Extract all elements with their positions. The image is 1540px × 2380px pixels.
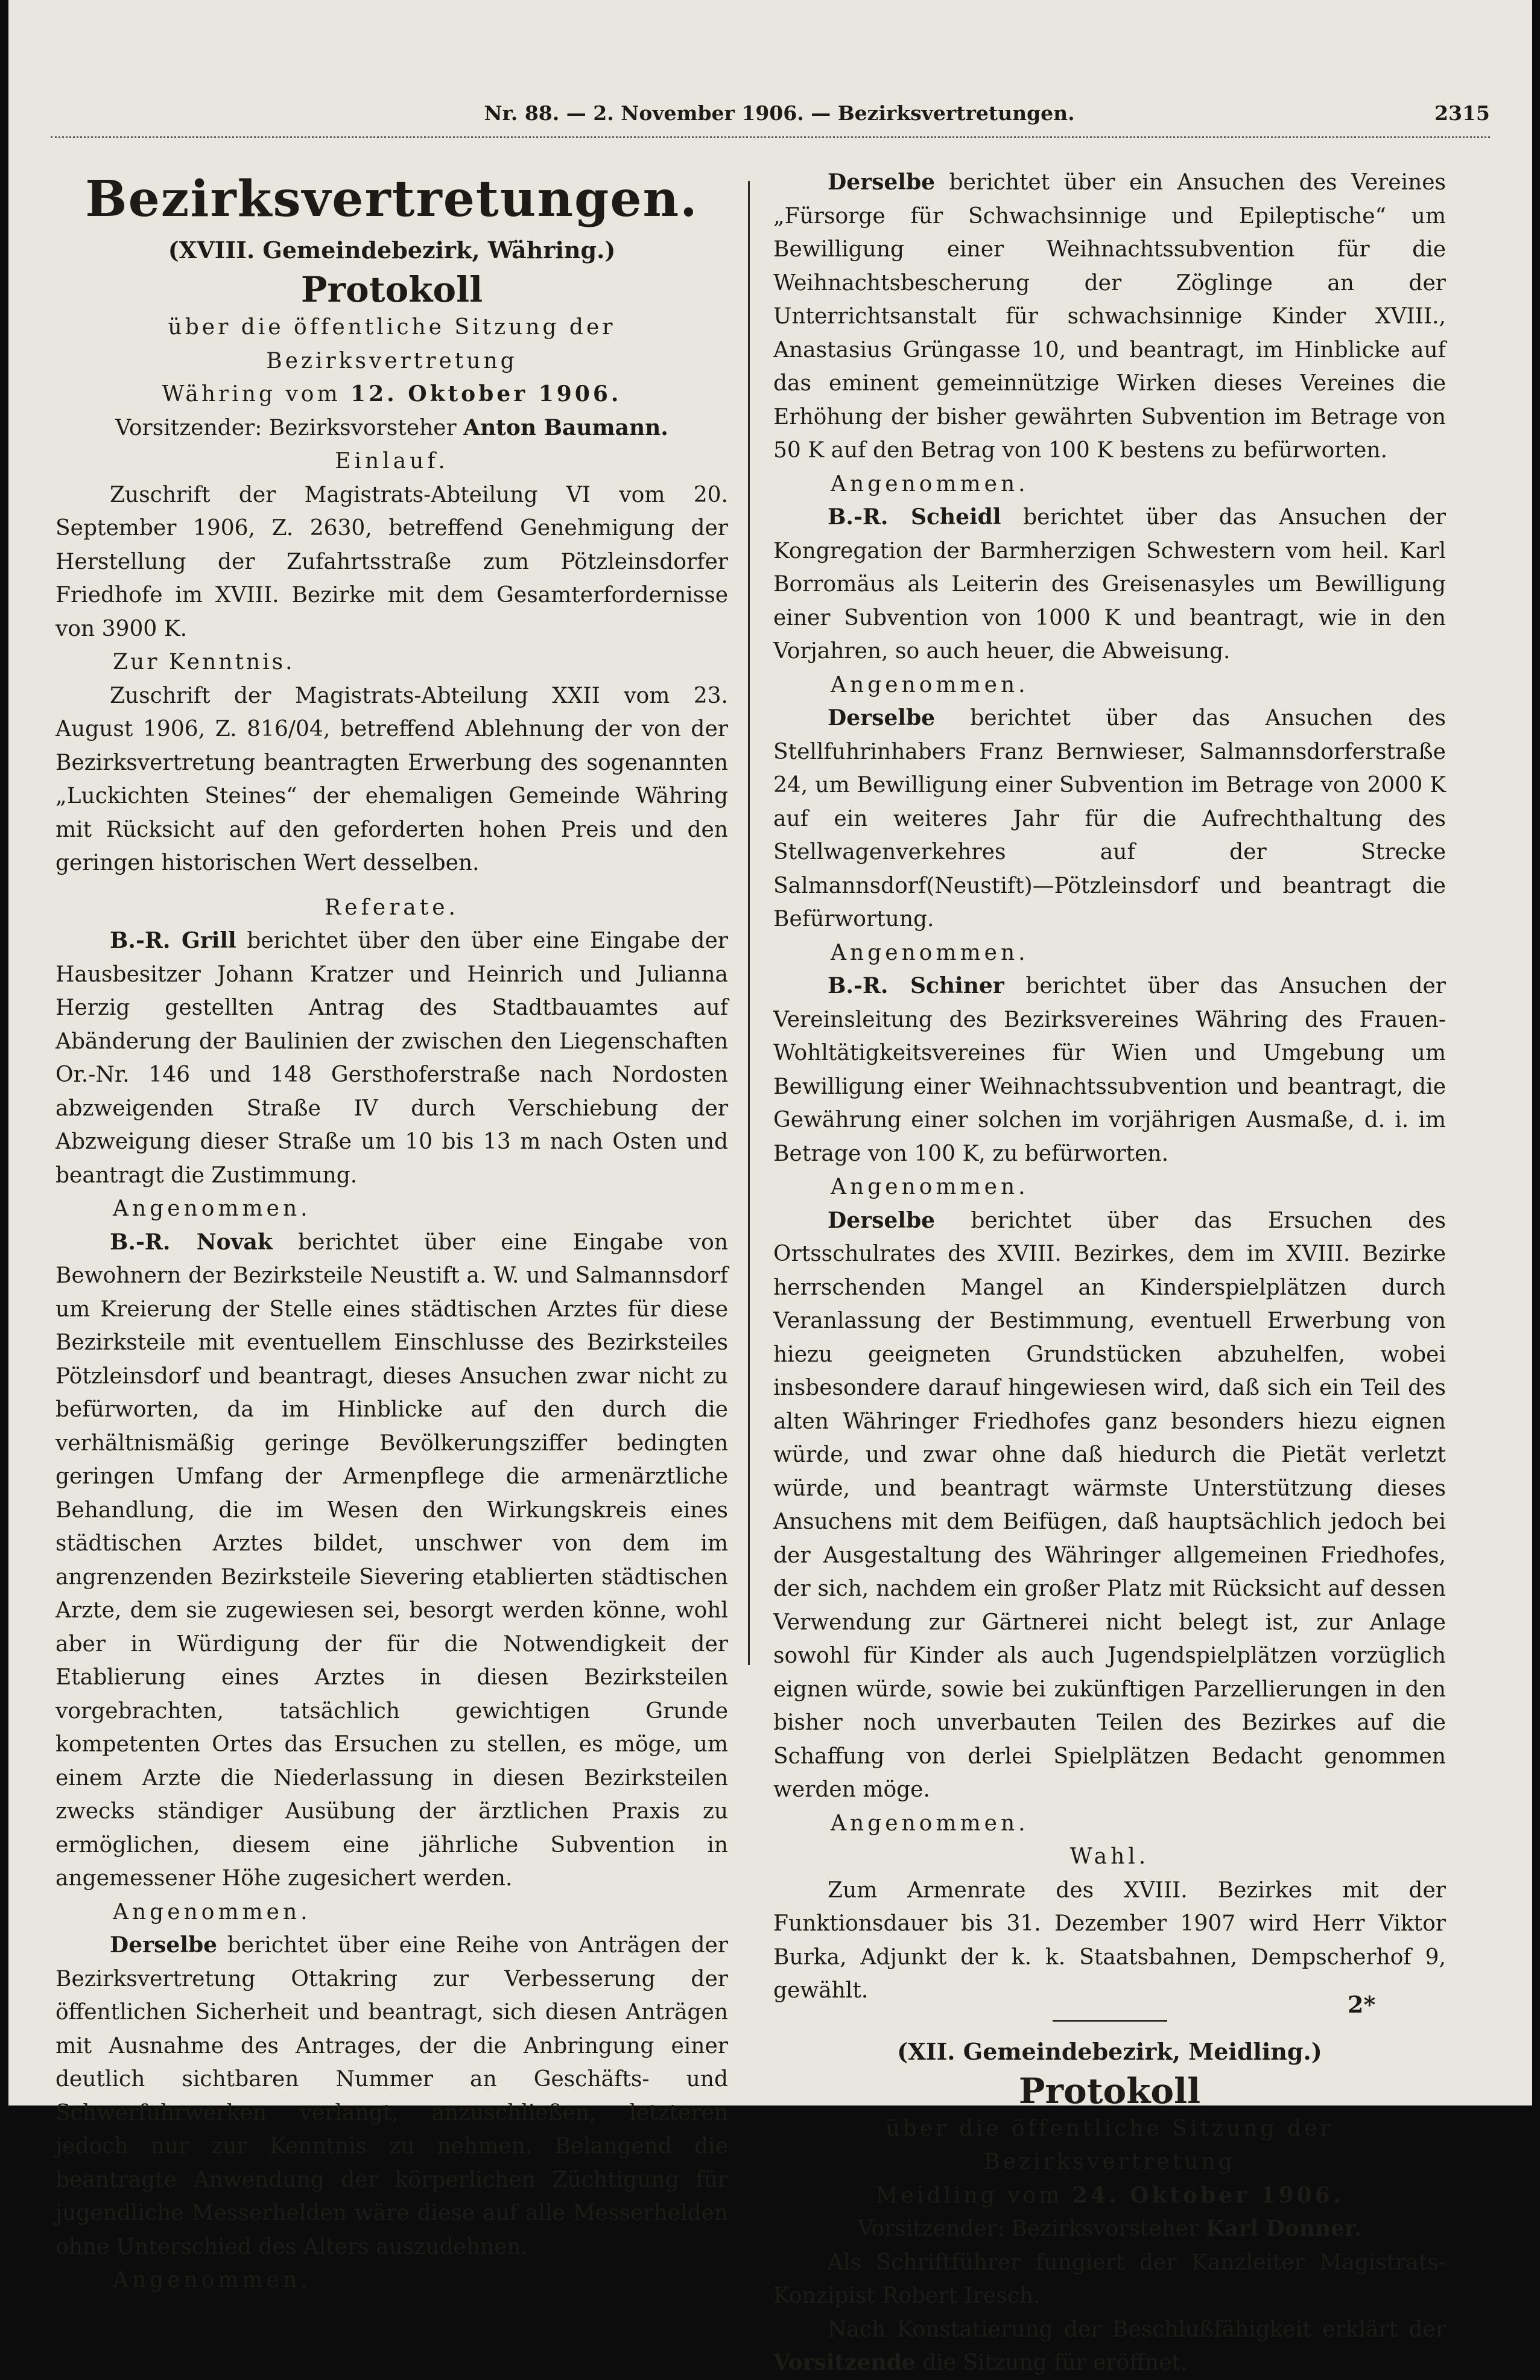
paragraph (773, 702, 1446, 936)
paragraph: Als Schriftführer fungiert der Kanzleiter Magistrats-Konzipist Robert Iresch. (773, 2250, 1446, 2308)
einlauf-heading: Einlauf. (335, 449, 449, 474)
session-date-prefix: Meidling vom (875, 2183, 1073, 2208)
section-rule (1053, 2020, 1167, 2022)
chair-word: Vorsitzende (773, 2350, 916, 2375)
district-heading: (XVIII. Gemeindebezirk, Währing.) (168, 236, 616, 264)
result-line: Angenommen. (831, 672, 1029, 697)
paragraph (55, 924, 728, 1192)
paragraph-body: Nach Konstatierung der Beschlußfähigkeit erklärt der (828, 2317, 1446, 2342)
right-column (773, 166, 1446, 2380)
paragraph: Zum Armenrate des XVIII. Bezirkes mit der Funktionsdauer bis 31. Dezember 1907 wird Herr Viktor Burka, Adjunkt der k. k. Staatsbahnen, Dempscherhof 9, gewählt. (773, 1877, 1446, 2003)
paragraph-body: berichtet über eine Eingabe von Bewohnern der Bezirksteile Neustift a. W. und Salmannsdorf um Kreierung der Stelle eines städtischen Arztes für diese Bezirksteile mit eventuellem Einschlusse des Bezirksteiles Pötzleinsdorf und beantragt, dieses Ansuchen zwar nicht zu befürworten, da im Hinblicke auf den durch die verhältnismäßig geringe Bevölkerungsziffer bedingten geringen Umfang der Armenpflege die armenärztliche Behandlung, die im Wesen den Wirkungskreis eines städtischen Arztes bildet, unschwer von dem im angrenzenden Bezirksteile Sievering etablierten städtischen Arzte, dem sie zugewiesen sei, besorgt werden könne, wohl aber in Würdigung der für die Notwendigkeit der Etablierung eines Arztes in diesen Bezirksteilen vorgebrachten, tatsächlich gewichtigen Grunde kompetenten Ortes das Ersuchen zu stellen, es möge, um einem Arzte die Niederlassung in diesen Bezirksteilen zwecks ständiger Ausübung der ärztlichen Praxis zu ermöglichen, diesem eine jährliche Subvention in angemessener Höhe zugesichert werden. (55, 1230, 728, 1891)
speaker: Derselbe (828, 705, 936, 731)
paragraph (773, 166, 1446, 468)
speaker: B.-R. Schiner (828, 973, 1004, 998)
chair-name: Karl Donner. (1205, 2216, 1362, 2241)
chair-line (773, 2212, 1446, 2246)
speaker: B.-R. Grill (110, 928, 236, 953)
paragraph-body: berichtet über das Ansuchen der Kongregation der Barmherzigen Schwestern vom heil. Karl Borromäus als Leiterin des Greisenasyles um Bewilligung einer Subvention von 1000 K und beantragt, wie in den Vorjahren, so auch heuer, die Abweisung. (773, 505, 1446, 664)
chair-label: Vorsitzender: Bezirksvorsteher (857, 2217, 1206, 2241)
paragraph (773, 501, 1446, 668)
wahl-heading: Wahl. (1069, 1844, 1150, 1869)
session-date: 24. Oktober 1906. (1072, 2182, 1344, 2208)
result-line: Angenommen. (113, 1196, 311, 1221)
session-date-prefix: Währing vom (162, 382, 351, 407)
speaker: Derselbe (828, 170, 936, 195)
column-divider (748, 181, 750, 1665)
running-header (69, 97, 1490, 133)
district-heading: (XII. Gemeindebezirk, Meidling.) (897, 2037, 1322, 2065)
paragraph (55, 1929, 728, 2264)
paragraph: Zuschrift der Magistrats-Abteilung XXII vom 23. August 1906, Z. 816/04, betreffend Ablehnung der von der Bezirksvertretung beantragten Erwerbung des sogenannten „Luckichten Steines“ der ehemaligen Gemeinde Währing mit Rücksicht auf den geforderten hohen Preis und den geringen historischen Wert desselben. (55, 683, 728, 875)
paragraph-body: berichtet über das Ansuchen des Stellfuhrinhabers Franz Bernwieser, Salmannsdorferstraße 24, um Bewilligung einer Subvention im Betrage von 2000 K auf ein weiteres Jahr für die Aufrechthaltung des Stellwagenverkehres auf der Strecke Salmannsdorf(Neustift)—Pötzleinsdorf und beantragt die Befürwortung. (773, 706, 1446, 931)
page-number: 2315 (1434, 101, 1490, 125)
session-date: 12. Oktober 1906. (350, 381, 622, 407)
session-line: über die öffentliche Sitzung der Bezirksvertretung (886, 2116, 1334, 2174)
speaker: Derselbe (110, 1932, 218, 1958)
speaker: Derselbe (828, 1207, 936, 1233)
chair-label: Vorsitzender: Bezirksvorsteher (115, 415, 464, 440)
paragraph-body: berichtet über das Ansuchen der Vereinsleitung des Bezirksvereines Währing des Frauen-Wohltätigkeitsvereines für Wien und Umgebung um Bewilligung einer Weihnachtssubvention und beantragt, die Gewährung einer solchen im vorjährigen Ausmaße, d. i. im Betrage von 100 K, zu befürworten. (773, 974, 1447, 1166)
result-line: Zur Kenntnis. (113, 650, 295, 674)
chair-name: Anton Baumann. (463, 414, 668, 440)
protokoll-heading: Protokoll (300, 269, 483, 310)
speaker: B.-R. Scheidl (828, 504, 1001, 530)
session-line: über die öffentliche Sitzung der Bezirksvertretung (168, 315, 616, 373)
session-date-line (773, 2179, 1446, 2213)
paragraph-body: berichtet über das Ersuchen des Ortsschulrates des XVIII. Bezirkes, dem im XVIII. Bezirke herrschenden Mangel an Kinderspielplätzen durch Veranlassung der Bestimmung, eventuell Erwerbung von hiezu geeigneten Grundstücken abzuhelfen, wobei insbesondere darauf hingewiesen wird, daß sich ein Teil des alten Währinger Friedhofes ganz besonders hiezu eignen würde, und zwar ohne daß hiedurch die Pietät verletzt würde, und beantragt wärmste Unterstützung dieses Ansuchens mit dem Beifügen, daß hauptsächlich jedoch bei der Ausgestaltung des Währinger allgemeinen Friedhofes, der sich, nachdem ein großer Platz mit Rücksicht auf dessen Verwendung zur Gärtnerei nicht belegt ist, zur Anlage sowohl für Kinder als auch Jugendspielplätzen vorzüglich eignen würde, sowie bei zukünftigen Parzellierungen in den bisher noch unverbauten Teilen des Bezirkes auf die Schaffung von derlei Spielplätzen Bedacht genommen werden möge. (773, 1208, 1446, 1802)
newspaper-page (8, 0, 1532, 2375)
result-line: Angenommen. (831, 1175, 1029, 1199)
result-line: Angenommen. (831, 940, 1029, 965)
paragraph: Zuschrift der Magistrats-Abteilung VI vom 20. September 1906, Z. 2630, betreffend Genehmigung der Herstellung der Zufahrtsstraße zum Pötzleinsdorfer Friedhofe im XVIII. Bezirke mit dem Gesamterfordernisse von 3900 K. (55, 482, 728, 641)
chair-line (55, 411, 728, 445)
header-rule (51, 136, 1490, 144)
result-line: Angenommen. (113, 2268, 311, 2293)
protokoll-heading: Protokoll (1018, 2070, 1201, 2112)
paragraph (55, 1226, 728, 1896)
paragraph (773, 1204, 1446, 1807)
running-title: Nr. 88. — 2. November 1906. — Bezirksvertretungen. (484, 101, 1075, 125)
result-line: Angenommen. (113, 1899, 311, 1925)
paragraph-body: berichtet über ein Ansuchen des Vereines „Fürsorge für Schwachsinnige und Epileptische“ um Bewilligung einer Weihnachtssubvention für die Weihnachtsbescherung der Zöglinge an der Unterrichtsanstalt für schwachsinnige Kinder XVIII., Anastasius Grüngasse 10, und beantragt, im Hinblicke auf das eminent gemeinnützige Wirken dieses Vereines die Erhöhung der bisher gewährten Subvention im Betrage von 50 K auf den Betrag von 100 K bestens zu befürworten. (773, 170, 1446, 463)
paragraph-body: berichtet über den über eine Eingabe der Hausbesitzer Johann Kratzer und Heinrich und Julianna Herzig gestellten Antrag des Stadtbauamtes auf Abänderung der Baulinien der zwischen den Liegenschaften Or.-Nr. 146 und 148 Gersthoferstraße nach Nordosten abzweigenden Straße IV durch Verschiebung der Abzweigung dieser Straße um 10 bis 13 m nach Osten und beantragt die Zustimmung. (55, 928, 728, 1188)
session-date-line (55, 378, 728, 411)
main-title: Bezirksvertretungen. (85, 170, 699, 228)
result-line: Angenommen. (831, 1810, 1029, 1836)
paragraph (773, 2313, 1446, 2380)
result-line: Angenommen. (831, 471, 1029, 497)
speaker: B.-R. Novak (110, 1229, 273, 1255)
paragraph (773, 969, 1446, 1170)
left-column (55, 166, 728, 2297)
referate-heading: Referate. (325, 895, 459, 920)
paragraph-body: die Sitzung für eröffnet. (915, 2350, 1188, 2375)
signature-mark: 2* (1348, 1991, 1376, 2018)
paragraph-body: berichtet über eine Reihe von Anträgen der Bezirksvertretung Ottakring zur Verbesserung der öffentlichen Sicherheit und beantragt, sich diesen Anträgen mit Ausnahme des Antrages, der die Anbringung einer deutlich sichtbaren Nummer an Geschäfts- und Schwerfuhrwerken verlangt, anzuschließen, letzteren jedoch nur zur Kenntnis zu nehmen. Belangend die beantragte Anwendung der körperlichen Züchtigung für jugendliche Messerhelden wäre diese auf alle Messerhelden ohne Unterschied des Alters auszudehnen. (55, 1933, 728, 2259)
